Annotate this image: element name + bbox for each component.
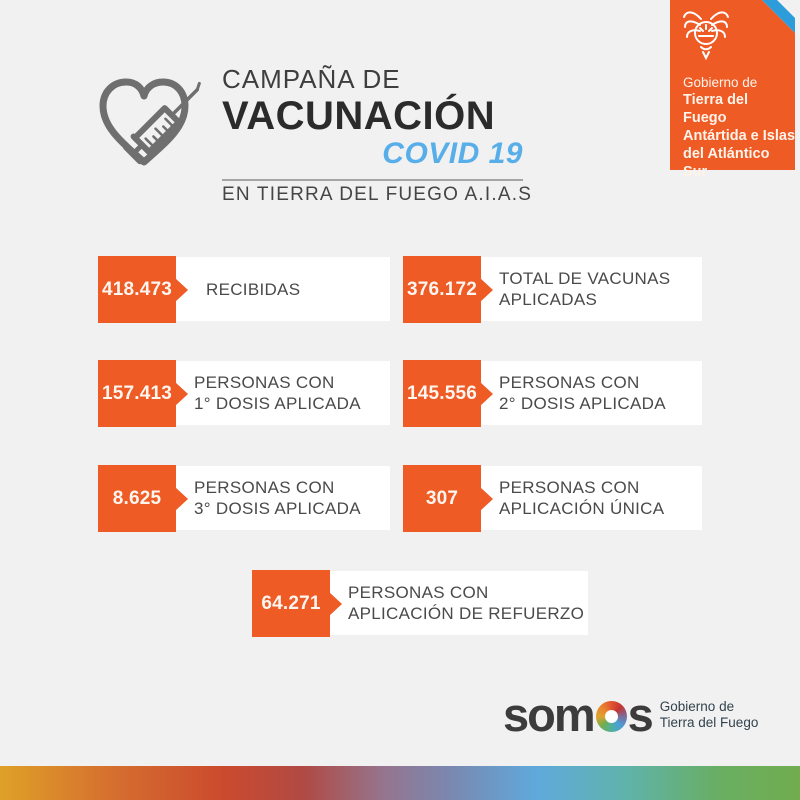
stat-value: 376.172 xyxy=(406,278,478,300)
stat-label-line2: APLICADAS xyxy=(499,290,598,309)
stat-segunda-dosis xyxy=(403,360,702,427)
stat-label-line2: APLICACIÓN ÚNICA xyxy=(499,499,665,518)
subtitle: EN TIERRA DEL FUEGO A.I.A.S xyxy=(222,184,533,205)
title-line-1: CAMPAÑA DE xyxy=(222,64,401,94)
stat-label-line1: PERSONAS CON xyxy=(499,478,640,497)
stat-value-badge xyxy=(403,465,481,532)
stat-value-badge xyxy=(98,465,176,532)
stat-label-panel xyxy=(481,257,702,321)
somos-brand xyxy=(503,690,758,740)
covid-label: COVID 19 xyxy=(382,137,523,170)
stat-label-line1: PERSONAS CON xyxy=(499,373,640,392)
stat-label-line2: APLICACIÓN DE REFUERZO xyxy=(348,604,585,623)
stat-label-panel xyxy=(176,361,390,425)
stat-value: 307 xyxy=(425,487,459,509)
somos-wordmark xyxy=(503,690,652,740)
stat-primera-dosis xyxy=(98,360,390,427)
arrow-right-icon xyxy=(480,278,493,302)
arrow-right-icon xyxy=(480,382,493,406)
footer-org-text xyxy=(660,699,759,732)
gov-line-1: Gobierno de xyxy=(683,75,758,90)
stat-value-badge xyxy=(98,256,176,323)
stat-value: 157.413 xyxy=(101,382,173,404)
stat-label-panel xyxy=(481,361,702,425)
gov-line-2: Tierra del Fuego xyxy=(683,92,749,126)
stat-label-line1: RECIBIDAS xyxy=(206,279,301,299)
stat-value-badge xyxy=(403,360,481,427)
wordmark-right: s xyxy=(627,688,652,741)
stat-tercera-dosis xyxy=(98,465,390,532)
stat-recibidas xyxy=(98,256,390,323)
coat-of-arms-icon xyxy=(682,7,730,63)
arrow-right-icon xyxy=(329,592,342,616)
stats-grid xyxy=(98,256,702,637)
stat-value: 8.625 xyxy=(112,487,162,509)
stat-label-line2: 3° DOSIS APLICADA xyxy=(194,499,361,518)
stat-refuerzo xyxy=(252,570,588,637)
government-logo-box xyxy=(670,0,796,180)
gov-text xyxy=(683,74,795,181)
footer-org-line2: Tierra del Fuego xyxy=(659,715,759,730)
stat-aplicacion-unica xyxy=(403,465,702,532)
arrow-right-icon xyxy=(175,487,188,511)
stat-label-line1: TOTAL DE VACUNAS xyxy=(499,269,671,288)
gov-line-4: del Atlántico Sur xyxy=(683,146,770,180)
stat-total-aplicadas xyxy=(403,256,702,323)
stat-value-badge xyxy=(98,360,176,427)
stat-label-line2: 1° DOSIS APLICADA xyxy=(194,394,361,413)
stat-label-line2: 2° DOSIS APLICADA xyxy=(499,394,666,413)
gov-line-3: Antártida e Islas xyxy=(683,128,796,144)
title-line-2: VACUNACIÓN xyxy=(222,94,496,138)
title-block xyxy=(222,64,533,206)
stat-label-line1: PERSONAS CON xyxy=(348,583,489,602)
footer-org-line1: Gobierno de xyxy=(659,698,735,714)
stat-label-panel xyxy=(481,466,702,530)
color-wheel-o-icon xyxy=(596,701,627,732)
arrow-right-icon xyxy=(175,278,188,302)
wordmark-left: som xyxy=(503,688,594,741)
stat-label-line1: PERSONAS CON xyxy=(194,373,335,392)
stat-value: 145.556 xyxy=(406,382,478,404)
arrow-right-icon xyxy=(175,382,188,406)
stat-value-badge xyxy=(252,570,330,637)
stat-value: 64.271 xyxy=(261,592,321,614)
stat-label-panel xyxy=(176,466,390,530)
stat-label-panel xyxy=(176,257,390,321)
stat-label-panel xyxy=(330,571,588,635)
stat-label-line1: PERSONAS CON xyxy=(194,478,335,497)
stat-value-badge xyxy=(403,256,481,323)
heart-syringe-icon xyxy=(95,66,210,186)
rainbow-strip xyxy=(0,766,800,800)
arrow-right-icon xyxy=(480,487,493,511)
stat-value: 418.473 xyxy=(101,278,173,300)
title-divider xyxy=(222,179,523,181)
